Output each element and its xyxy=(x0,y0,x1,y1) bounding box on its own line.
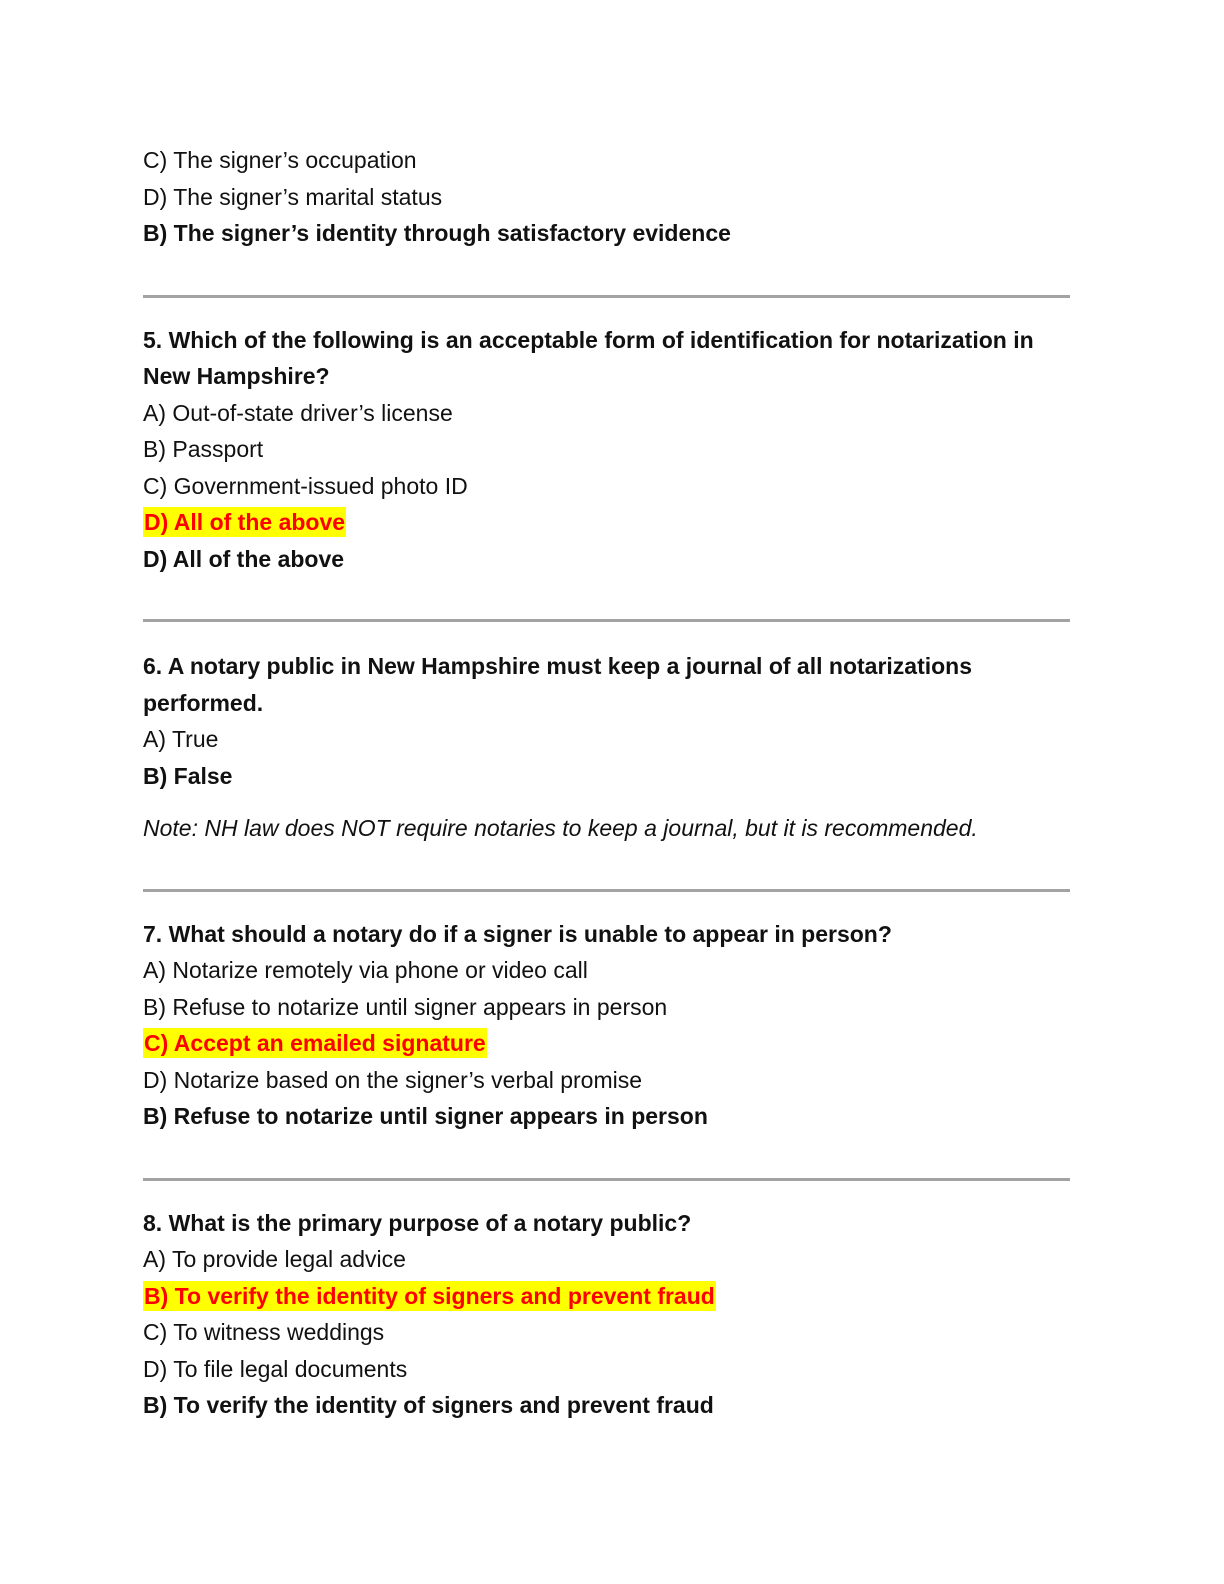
question-title: 6. A notary public in New Hampshire must keep a journal of all notarizations performed. xyxy=(143,653,973,716)
option-a: A) True xyxy=(143,726,219,752)
option-c: C) Government-issued photo ID xyxy=(143,472,468,499)
answer-line: B) To verify the identity of signers and prevent fraud xyxy=(143,1392,714,1418)
option-a: A) Notarize remotely via phone or video call xyxy=(143,957,588,983)
option-c: C) The signer’s occupation xyxy=(143,147,417,173)
question-title: 5. Which of the following is an acceptable form of identification for notarization in New Hampshire? xyxy=(143,326,1034,389)
question-7-block xyxy=(143,916,1073,1135)
answer-line: B) Refuse to notarize until signer appears in person xyxy=(143,1103,708,1129)
answer-line: B) The signer’s identity through satisfactory evidence xyxy=(143,220,731,246)
option-d: D) To file legal documents xyxy=(143,1355,408,1382)
note-text: Note: NH law does NOT require notaries to keep a journal, but it is recommended. xyxy=(143,815,978,841)
highlighted-option: D) All of the above xyxy=(144,509,346,535)
option-d: D) The signer’s marital status xyxy=(143,183,443,210)
option-c: C) To witness weddings xyxy=(143,1319,385,1345)
option-a: A) To provide legal advice xyxy=(143,1246,406,1272)
question-title: 7. What should a notary do if a signer is unable to appear in person? xyxy=(143,920,892,947)
option-b: B) Passport xyxy=(143,436,264,462)
question-title: 8. What is the primary purpose of a notary public? xyxy=(143,1209,692,1236)
document-page xyxy=(143,142,1073,1424)
option-b-highlighted xyxy=(143,1278,1073,1315)
option-b: B) Refuse to notarize until signer appears in person xyxy=(143,993,668,1020)
question-4-block xyxy=(143,142,1073,252)
question-6-block xyxy=(143,648,1073,847)
option-a: A) Out-of-state driver’s license xyxy=(143,399,453,426)
question-5-block xyxy=(143,322,1073,578)
highlighted-option: C) Accept an emailed signature xyxy=(144,1030,486,1056)
option-d-highlighted xyxy=(143,504,1073,541)
question-8-block xyxy=(143,1205,1073,1424)
answer-line: D) All of the above xyxy=(143,545,345,572)
option-d: D) Notarize based on the signer’s verbal promise xyxy=(143,1066,643,1093)
option-c-highlighted xyxy=(143,1025,1073,1062)
answer-line: B) False xyxy=(143,762,233,789)
highlighted-option: B) To verify the identity of signers and prevent fraud xyxy=(144,1282,715,1309)
